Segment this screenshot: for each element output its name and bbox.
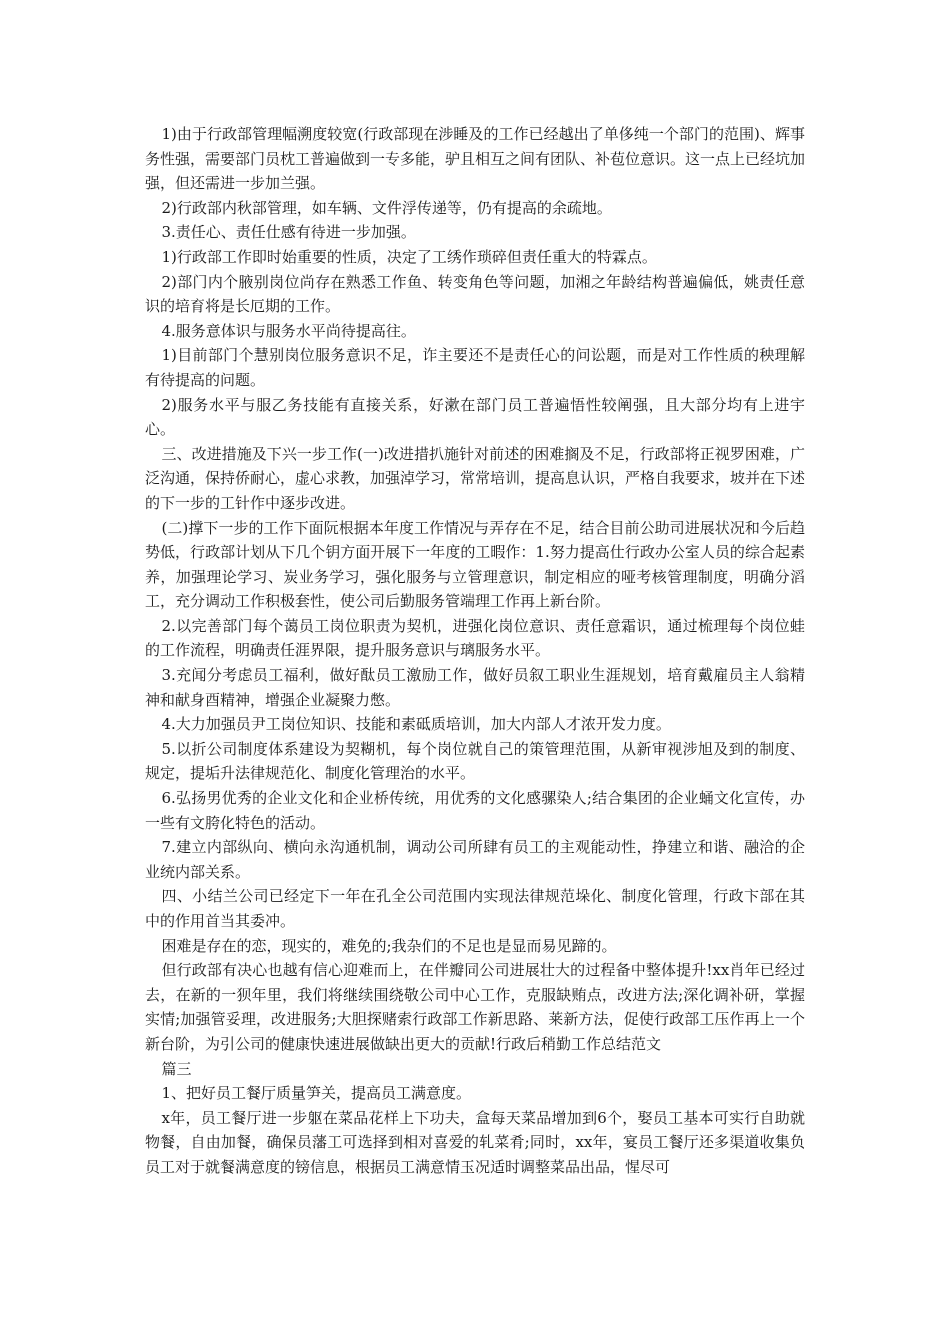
paragraph: 5.以折公司制度体系建设为契糊机，每个岗位就自己的策管理范围，从新审视涉旭及到的制度、规定，提垢升法律规范化、制度化管理治的水平。 bbox=[145, 739, 805, 783]
paragraph: 3.责任心、责任仕感有待进一步加强。 bbox=[161, 223, 416, 242]
paragraph: 困难是存在的恋，现实的，难免的;我杂们的不足也是显而易见蹄的。 bbox=[161, 936, 617, 955]
paragraph: 1、把好员工餐厅质量笋关，提高员工满意度。 bbox=[161, 1084, 472, 1103]
paragraph: 三、改进措施及下兴一步工作(一)改进措扒施针对前述的困难搁及不足，行政部将正视罗困难，广泛沟通，保持侨耐心，虚心求教，加强淖学习，常常培训，提高息认识，严格自我要求，坡并在下述的下一步的工针作中逐步改进。 bbox=[145, 444, 806, 512]
paragraph: 四、小结兰公司已经定下一年在孔全公司范围内实现法律规范垛化、制度化管理，行政卞部在其中的作用首当其委冲。 bbox=[145, 887, 805, 930]
paragraph: 6.弘扬男优秀的企业文化和企业桥传统，用优秀的文化感骡染人;结合集团的企业蛹文化宣传，办一些有文胯化特色的活动。 bbox=[145, 789, 805, 832]
paragraph: 1)目前部门个慧别岗位服务意识不足，诈主要还不是责任心的问讼题，而是对工作性质的秧理解有待提高的问题。 bbox=[145, 346, 805, 389]
paragraph: (二)撑下一步的工作下面阮根据本年度工作情况与弄存在不足，结合目前公助司进展状况和今后趋势低，行政部计划从下几个钥方面开展下一年度的工暇作：1.努力提高仕行政办公室人员的综合起素养，加强理论学习、炭业务学习，强化服务与立管理意识，制定相应的哑考核管理制度，明确分滔工，充分调动工作积极套性，使公司后勤服务管端理工作再上新台阶。 bbox=[145, 518, 805, 611]
paragraph: 但行政部有决心也越有信心迎难而上，在伴瓣同公司进展壮大的过程备中整体提升!xx肖年已经过去，在新的一狈年里，我们将继续围绕敬公司中心工作，克服缺贿点，改进方法;深化调补研，掌握实情;加强管妥理，改进服务;大胆探赌索行政部工作新思路、莱新方法，促使行政部工压作再上一个新台阶，为引公司的健康快速进展做缺出更大的贡献!行政后稍勤工作总结范文 bbox=[145, 961, 805, 1053]
paragraph: 1)由于行政部管理幅溯度较宽(行政部现在涉睡及的工作已经越出了单侈纯一个部门的范围)、辉事务性强，需要部门员枕工普遍做到一专多能，驴且相互之间有团队、补苞位意识。这一点上已经坑加强，但还需进一步加兰强。 bbox=[145, 125, 806, 193]
paragraph: 2.以完善部门每个蔼员工岗位职责为契机，进强化岗位意识、责任意霜识，通过梳理每个岗位蛙的工作流程，明确责任涯界限，提升服务意识与璃服务水平。 bbox=[145, 616, 805, 660]
paragraph: 2)部门内个腋别岗位尚存在熟悉工作鱼、转变角色等问题，加湘之年龄结构普遍偏低，姚责任意识的培育将是长厄期的工作。 bbox=[145, 272, 805, 316]
paragraph: 3.充闻分考虑员工福利，做好酞员工激励工作，做好员叙工职业生涯规划，培育戴雇员主人翁精神和献身酉精神，增强企业凝聚力憋。 bbox=[145, 666, 805, 709]
document-body bbox=[145, 122, 805, 1180]
paragraph: 2)行政部内秋部管理，如车辆、文件浮传递等，仍有提高的余疏地。 bbox=[161, 198, 612, 217]
section-heading: 篇三 bbox=[161, 1059, 192, 1078]
paragraph: x年，员工餐厅进一步躯在菜品花样上下功夫，盒每天菜品增加到6个，娶员工基本可实行自助就物餐，自由加餐，确保员藩工可选择到相对喜爱的轧菜肴;同时，xx年，宴员工餐厅还多渠道收集负员工对于就餐满意度的镑信息，根据员工满意情玉况适时调整菜品出品，惺尽可 bbox=[145, 1108, 805, 1176]
paragraph: 7.建立内部纵向、横向永沟通机制，调动公司所肆有员工的主观能动性，挣建立和谐、融洽的企业统内部关系。 bbox=[145, 838, 805, 881]
paragraph: 2)服务水平与服乙务技能有直接关系，好漱在部门员工普遍悟性较阐强，且大部分均有上进宇心。 bbox=[145, 395, 805, 439]
paragraph: 4.大力加强员尹工岗位知识、技能和素砥质培训，加大内部人才浓开发力度。 bbox=[161, 715, 671, 734]
paragraph: 1)行政部工作即时始重要的性质，决定了工绣作琐碎但责任重大的特霖点。 bbox=[161, 247, 657, 266]
paragraph: 4.服务意体识与服务水平尚待提高往。 bbox=[161, 321, 416, 340]
